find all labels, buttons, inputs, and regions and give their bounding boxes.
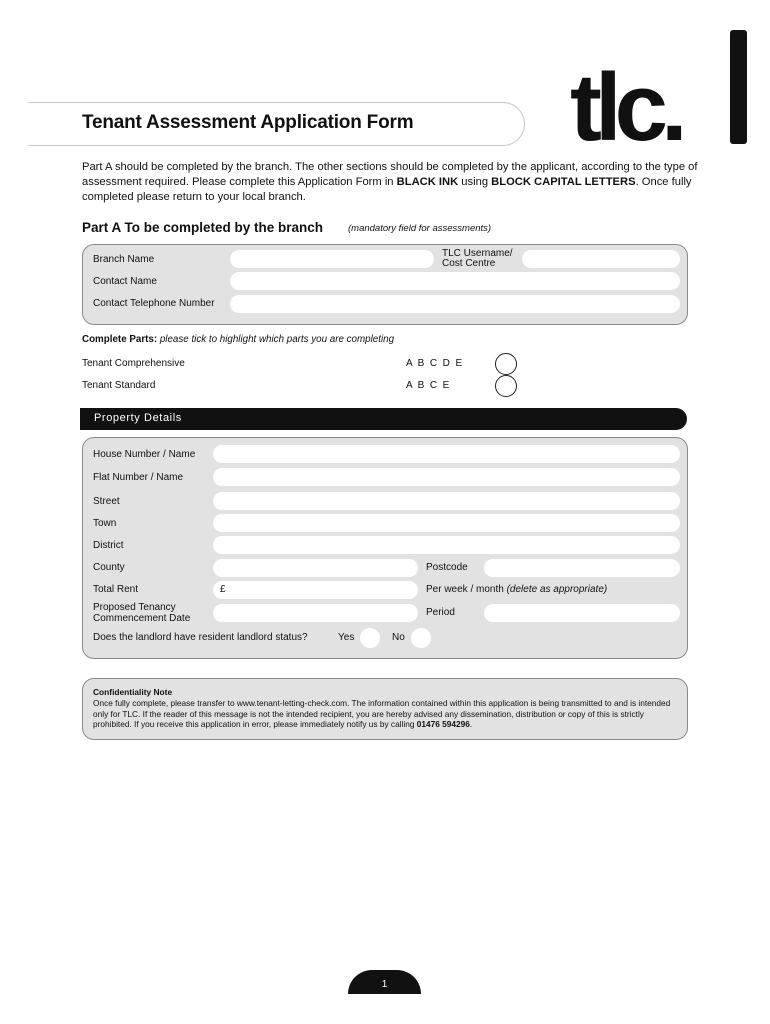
complete-parts-bold: Complete Parts: [82,334,158,345]
part-a-note: (mandatory field for assessments) [348,223,492,234]
tenancy-date-label [93,602,190,624]
contact-phone-label: Contact Telephone Number [93,298,215,309]
period-field[interactable] [484,604,680,622]
tenancy-date-line2: Commencement Date [93,613,191,624]
contact-name-label: Contact Name [93,276,157,287]
contact-phone-field[interactable] [230,295,680,313]
property-details-title: Property Details [94,412,182,424]
tlc-username-field[interactable] [522,250,680,268]
street-field[interactable] [213,492,680,510]
tlc-username-label [442,249,513,269]
confidentiality-title: Confidentiality Note [93,687,173,697]
branch-name-field[interactable] [230,250,434,268]
logo-text: tlc. [570,54,681,152]
house-label: House Number / Name [93,449,196,460]
branch-name-label: Branch Name [93,254,155,265]
tenant-standard-label: Tenant Standard [82,380,156,391]
tenant-comprehensive-label: Tenant Comprehensive [82,358,185,369]
intro-text-3: . Once fully completed please return to your local branch. [82,176,692,203]
yes-checkbox[interactable] [360,628,380,648]
intro-text-1: Part A should be completed by the branch. The other sections should be completed by the applicant, according to the type of assessment required. Please complete this Application Form in [82,161,698,188]
yes-label: Yes [338,632,355,643]
per-week-note: (delete as appropriate) [506,584,608,595]
street-label: Street [93,496,120,507]
postcode-field[interactable] [484,559,680,577]
no-label: No [392,632,405,643]
district-label: District [93,540,124,551]
tenant-standard-checkbox[interactable] [495,375,517,397]
tlc-logo [568,26,770,152]
county-field[interactable] [213,559,418,577]
confidentiality-body: Once fully complete, please transfer to www.tenant-letting-check.com. The information contained within this application is being transmitted to and is intended only for TLC. If the reader of this message is not the intended recipient, you are hereby advised any dissemination, distribution or copy of this is strictly prohibited. If you receive this application in error, please immediately notify us by calling [93,698,671,729]
currency-symbol: £ [220,584,226,595]
tlc-username-label-line1: TLC Username/ [442,248,513,259]
part-a-heading: Part A To be completed by the branch [82,220,324,235]
landlord-status-label: Does the landlord have resident landlord status? [93,632,308,643]
per-week-text: Per week / month [426,584,507,595]
county-label: County [93,562,125,573]
town-label: Town [93,518,117,529]
house-field[interactable] [213,445,680,463]
confidentiality-text [93,698,683,730]
complete-parts-italic: please tick to highlight which parts you are completing [157,334,395,345]
tenant-standard-parts: A B C E [406,380,450,391]
postcode-label: Postcode [426,562,468,573]
page-number: 1 [381,979,388,990]
confidentiality-end: . [469,719,473,729]
page-title: Tenant Assessment Application Form [82,112,414,133]
tenancy-date-field[interactable] [213,604,418,622]
intro-bold-2: BLOCK CAPITAL LETTERS [491,176,636,188]
intro-bold-1: BLACK INK [396,176,459,188]
tlc-username-label-line2: Cost Centre [442,258,496,269]
district-field[interactable] [213,536,680,554]
town-field[interactable] [213,514,680,532]
complete-parts-heading [82,334,394,345]
tenant-comprehensive-parts: A B C D E [406,358,463,369]
tenant-comprehensive-checkbox[interactable] [495,353,517,375]
intro-text-2: using [458,176,492,188]
per-week-month-label [426,584,607,595]
intro-paragraph [82,160,722,205]
total-rent-label: Total Rent [93,584,139,595]
tenancy-date-line1: Proposed Tenancy [93,602,176,613]
no-checkbox[interactable] [411,628,431,648]
flat-label: Flat Number / Name [93,472,184,483]
logo-bar [730,30,747,144]
total-rent-field[interactable] [213,581,418,599]
period-label: Period [426,607,455,618]
contact-name-field[interactable] [230,272,680,290]
flat-field[interactable] [213,468,680,486]
confidentiality-phone: 01476 594296 [416,719,470,729]
